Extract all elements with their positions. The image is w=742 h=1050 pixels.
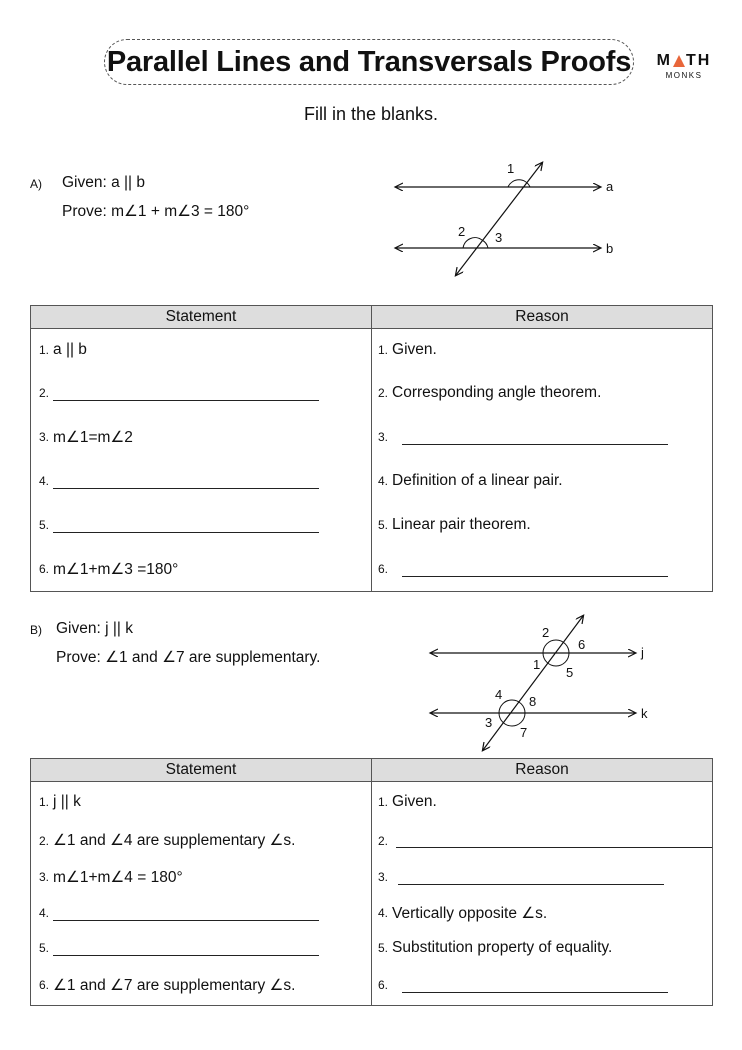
- row-number: 6.: [378, 562, 389, 576]
- reason-text: Vertically opposite ∠s.: [392, 904, 548, 922]
- table-row: [31, 931, 713, 965]
- row-number: 1.: [39, 795, 50, 809]
- row-number: 6.: [39, 562, 50, 576]
- statement-text: ∠1 and ∠7 are supplementary ∠s.: [53, 976, 296, 994]
- statement-cell: [31, 371, 371, 415]
- label-angle-2: 2: [458, 224, 466, 239]
- page-title: Parallel Lines and Transversals Proofs: [106, 45, 632, 78]
- row-number: 1.: [39, 343, 50, 357]
- reason-cell: [372, 371, 712, 415]
- row-number: 4.: [378, 906, 389, 920]
- reason-text: Given.: [392, 341, 437, 358]
- proof-table-a: [30, 305, 713, 592]
- label-line-b: b: [606, 241, 614, 256]
- logo-subtitle: MONKS: [665, 71, 703, 80]
- label-angle-6: 6: [578, 637, 586, 652]
- row-number: 3.: [378, 870, 389, 884]
- reason-text: Linear pair theorem.: [392, 516, 531, 533]
- row-number: 1.: [378, 343, 389, 357]
- reason-cell: [372, 965, 712, 1005]
- reason-cell: [372, 329, 712, 371]
- proof-table-b: [30, 758, 713, 1006]
- reason-text: Substitution property of equality.: [392, 939, 613, 956]
- row-number: 6.: [378, 978, 389, 992]
- row-number: 2.: [378, 386, 389, 400]
- reason-cell: [372, 459, 712, 503]
- row-number: 3.: [39, 430, 50, 444]
- reason-blank[interactable]: [402, 430, 668, 445]
- row-number: 1.: [378, 795, 389, 809]
- header-reason: Reason: [372, 759, 713, 782]
- label-angle-8: 8: [529, 694, 537, 709]
- row-number: 3.: [39, 870, 50, 884]
- logo-letters-left: M: [656, 52, 672, 69]
- reason-blank[interactable]: [398, 870, 664, 885]
- section-b-given: Given: j || k: [56, 620, 133, 637]
- statement-cell: [31, 329, 371, 371]
- statement-cell: [31, 503, 371, 547]
- section-a-label: A): [30, 177, 42, 191]
- table-row: [31, 459, 713, 503]
- reason-blank[interactable]: [402, 562, 668, 577]
- section-a-given: Given: a || b: [62, 174, 146, 191]
- label-line-a: a: [606, 179, 614, 194]
- label-angle-3: 3: [495, 230, 503, 245]
- label-angle-1: 1: [507, 161, 515, 176]
- logo-wordmark: [656, 52, 712, 70]
- statement-blank[interactable]: [53, 474, 319, 489]
- reason-text: Given.: [392, 793, 437, 810]
- instruction: Fill in the blanks.: [303, 104, 439, 124]
- row-number: 3.: [378, 430, 389, 444]
- logo-triangle-icon: [673, 55, 685, 67]
- reason-cell: [372, 782, 712, 822]
- statement-cell: [31, 547, 371, 591]
- statement-cell: [31, 931, 371, 965]
- diagram-a: [390, 160, 630, 280]
- label-line-j: j: [641, 645, 644, 660]
- reason-cell: [372, 415, 712, 459]
- row-number: 4.: [39, 906, 50, 920]
- statement-text: m∠1+m∠4 = 180°: [53, 868, 183, 886]
- table-row: [31, 822, 713, 859]
- row-number: 2.: [39, 386, 50, 400]
- statement-cell: [31, 415, 371, 459]
- statement-cell: [31, 822, 371, 859]
- statement-blank[interactable]: [53, 518, 319, 533]
- row-number: 2.: [39, 833, 50, 848]
- table-row: [31, 503, 713, 547]
- reason-blank[interactable]: [402, 978, 668, 993]
- header-statement: Statement: [31, 306, 372, 329]
- reason-text: Definition of a linear pair.: [392, 472, 563, 489]
- statement-text: j || k: [53, 793, 81, 810]
- table-row: [31, 329, 713, 372]
- statement-text: a || b: [53, 341, 87, 358]
- transversal-a: [456, 163, 542, 275]
- title-box: [104, 39, 634, 85]
- statement-cell: [31, 459, 371, 503]
- row-number: 4.: [39, 474, 50, 488]
- statement-text: ∠1 and ∠4 are supplementary ∠s.: [53, 832, 296, 849]
- logo: [656, 52, 712, 80]
- statement-cell: [31, 895, 371, 931]
- statement-text: m∠1+m∠3 =180°: [53, 560, 179, 578]
- label-angle-4: 4: [495, 687, 503, 702]
- row-number: 4.: [378, 474, 389, 488]
- reason-cell: [372, 859, 712, 895]
- table-row: [31, 895, 713, 931]
- table-row: [31, 547, 713, 592]
- statement-blank[interactable]: [53, 906, 319, 921]
- reason-cell: [372, 822, 712, 859]
- reason-blank[interactable]: [396, 833, 712, 848]
- row-number: 2.: [378, 833, 389, 848]
- table-row: [31, 965, 713, 1006]
- label-angle-2: 2: [542, 625, 550, 640]
- row-number: 5.: [378, 518, 389, 532]
- statement-cell: [31, 965, 371, 1005]
- transversal-b: [483, 616, 586, 750]
- statement-text: m∠1=m∠2: [53, 428, 133, 446]
- row-number: 5.: [378, 941, 389, 955]
- table-row: [31, 859, 713, 895]
- reason-cell: [372, 503, 712, 547]
- header-statement: Statement: [31, 759, 372, 782]
- row-number: 6.: [39, 978, 50, 992]
- section-b-prove: Prove: ∠1 and ∠7 are supplementary.: [56, 649, 321, 666]
- label-angle-1: 1: [533, 657, 541, 672]
- table-row: [31, 371, 713, 415]
- reason-cell: [372, 895, 712, 931]
- label-angle-7: 7: [520, 725, 528, 740]
- label-angle-3: 3: [485, 715, 493, 730]
- row-number: 5.: [39, 518, 50, 532]
- reason-text: Corresponding angle theorem.: [392, 384, 602, 401]
- statement-cell: [31, 782, 371, 822]
- statement-blank[interactable]: [53, 941, 319, 956]
- angle-arc-2: [463, 238, 482, 248]
- statement-cell: [31, 859, 371, 895]
- table-row: [31, 782, 713, 823]
- header-reason: Reason: [372, 306, 713, 329]
- section-b-label: B): [30, 623, 42, 637]
- reason-cell: [372, 547, 712, 591]
- label-line-k: k: [641, 706, 648, 721]
- statement-blank[interactable]: [53, 386, 319, 401]
- row-number: 5.: [39, 941, 50, 955]
- diagram-b: [425, 612, 665, 757]
- logo-letters-right: TH: [686, 52, 712, 69]
- angle-arc-3: [482, 240, 488, 248]
- table-row: [31, 415, 713, 459]
- reason-cell: [372, 931, 712, 965]
- label-angle-5: 5: [566, 665, 574, 680]
- section-a-prove: Prove: m∠1 + m∠3 = 180°: [62, 203, 250, 220]
